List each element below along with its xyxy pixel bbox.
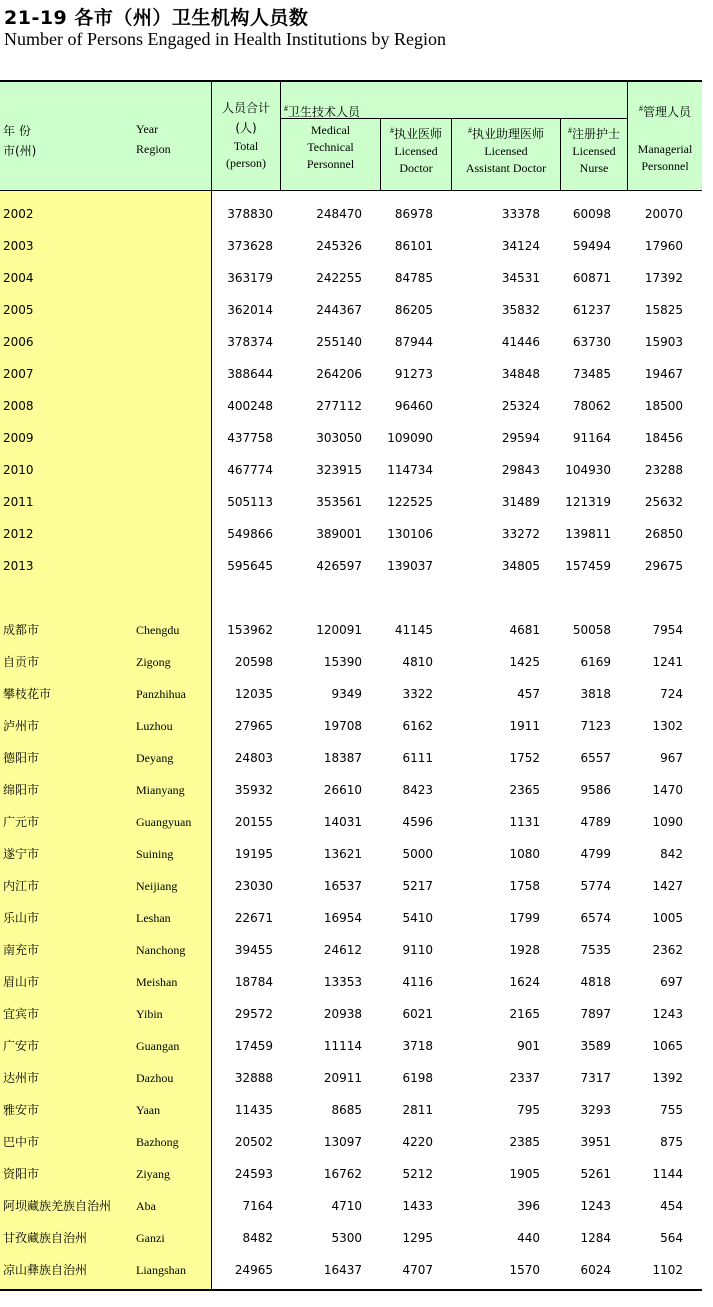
table-row-region: 南充市 Nanchong 39455 24612 9110 1928 7535 2362 [3, 943, 683, 957]
table-row-region: 广安市 Guangan 17459 11114 3718 901 3589 1065 [3, 1039, 683, 1053]
table-row-region: 乐山市 Leshan 22671 16954 5410 1799 6574 1005 [3, 911, 683, 925]
stub-header-background [0, 82, 211, 190]
header-tech: Medical Technical Personnel [306, 123, 355, 171]
table-row-year: 2002 378830 248470 86978 33378 60098 20070 [3, 207, 683, 221]
table-row-year: 2013 595645 426597 139037 34805 157459 29675 [3, 559, 683, 573]
table-row-region: 攀枝花市 Panzhihua 12035 9349 3322 457 3818 724 [3, 687, 683, 701]
header-assistant-doctor: #执业助理医师 Licensed Assistant Doctor [465, 126, 547, 175]
table-row-year: 2006 378374 255140 87944 41446 63730 15903 [3, 335, 683, 349]
header-nurse: #注册护士 Licensed Nurse [567, 126, 620, 175]
table-row-region: 凉山彝族自治州 Liangshan 24965 16437 4707 1570 6024 1102 [3, 1263, 683, 1277]
table-row-year: 2011 505113 353561 122525 31489 121319 25632 [3, 495, 683, 509]
table-row-region: 资阳市 Ziyang 24593 16762 5212 1905 5261 1144 [3, 1167, 683, 1181]
table-row-region: 遂宁市 Suining 19195 13621 5000 1080 4799 842 [3, 847, 683, 861]
table-row-region: 广元市 Guangyuan 20155 14031 4596 1131 4789 1090 [3, 815, 683, 829]
header-doctor: #执业医师 Licensed Doctor [389, 126, 442, 175]
table-top-rule [0, 80, 702, 82]
table-title-cn [4, 3, 308, 30]
header-managerial: #管理人员 Managerial Personnel [637, 104, 693, 173]
header-total: 人员合计 (人) Total (person) [221, 101, 270, 170]
table-title-en: Number of Persons Engaged in Health Institutions by Region [4, 29, 446, 49]
table-row-region: 宜宾市 Yibin 29572 20938 6021 2165 7897 1243 [3, 1007, 683, 1021]
table-row-region: 泸州市 Luzhou 27965 19708 6162 1911 7123 1302 [3, 719, 683, 733]
table-row-year: 2009 437758 303050 109090 29594 91164 18456 [3, 431, 683, 445]
header-bottom-rule [0, 190, 702, 191]
table-row-year: 2004 363179 242255 84785 34531 60871 17392 [3, 271, 683, 285]
table-row-region: 绵阳市 Mianyang 35932 26610 8423 2365 9586 1470 [3, 783, 683, 797]
table-row-year: 2005 362014 244367 86205 35832 61237 15825 [3, 303, 683, 317]
table-row-region: 巴中市 Bazhong 20502 13097 4220 2385 3951 875 [3, 1135, 683, 1149]
stub-header-en-year: Year [136, 122, 159, 136]
table-number: 21-19 [4, 7, 68, 29]
stub-header-en-region: Region [136, 142, 171, 156]
table-row-year: 2012 549866 389001 130106 33272 139811 26850 [3, 527, 683, 541]
table-bottom-rule [0, 1289, 702, 1291]
table-row-year: 2007 388644 264206 91273 34848 73485 19467 [3, 367, 683, 381]
table-row-region: 内江市 Neijiang 23030 16537 5217 1758 5774 1427 [3, 879, 683, 893]
table-row-region: 眉山市 Meishan 18784 13353 4116 1624 4818 697 [3, 975, 683, 989]
table-row-region: 德阳市 Deyang 24803 18387 6111 1752 6557 967 [3, 751, 683, 765]
table-row-region: 阿坝藏族羌族自治州 Aba 7164 4710 1433 396 1243 454 [3, 1199, 683, 1213]
table-row-region: 自贡市 Zigong 20598 15390 4810 1425 6169 1241 [3, 655, 683, 669]
table-row-region: 雅安市 Yaan 11435 8685 2811 795 3293 755 [3, 1103, 683, 1117]
stub-header-cn-year: 年 份 [3, 124, 31, 138]
table-row-year: 2003 373628 245326 86101 34124 59494 17960 [3, 239, 683, 253]
stub-header-cn-region: 市(州) [3, 144, 37, 158]
header-tech-group: #卫生技术人员 [284, 104, 361, 119]
table-title-cn-text: 各市（州）卫生机构人员数 [74, 7, 309, 29]
table-row-region: 成都市 Chengdu 153962 120091 41145 4681 50058 7954 [3, 623, 683, 637]
table-row-year: 2010 467774 323915 114734 29843 104930 23288 [3, 463, 683, 477]
table-row-region: 甘孜藏族自治州 Ganzi 8482 5300 1295 440 1284 564 [3, 1231, 683, 1245]
table-row-region: 达州市 Dazhou 32888 20911 6198 2337 7317 1392 [3, 1071, 683, 1085]
table-row-year: 2008 400248 277112 96460 25324 78062 18500 [3, 399, 683, 413]
